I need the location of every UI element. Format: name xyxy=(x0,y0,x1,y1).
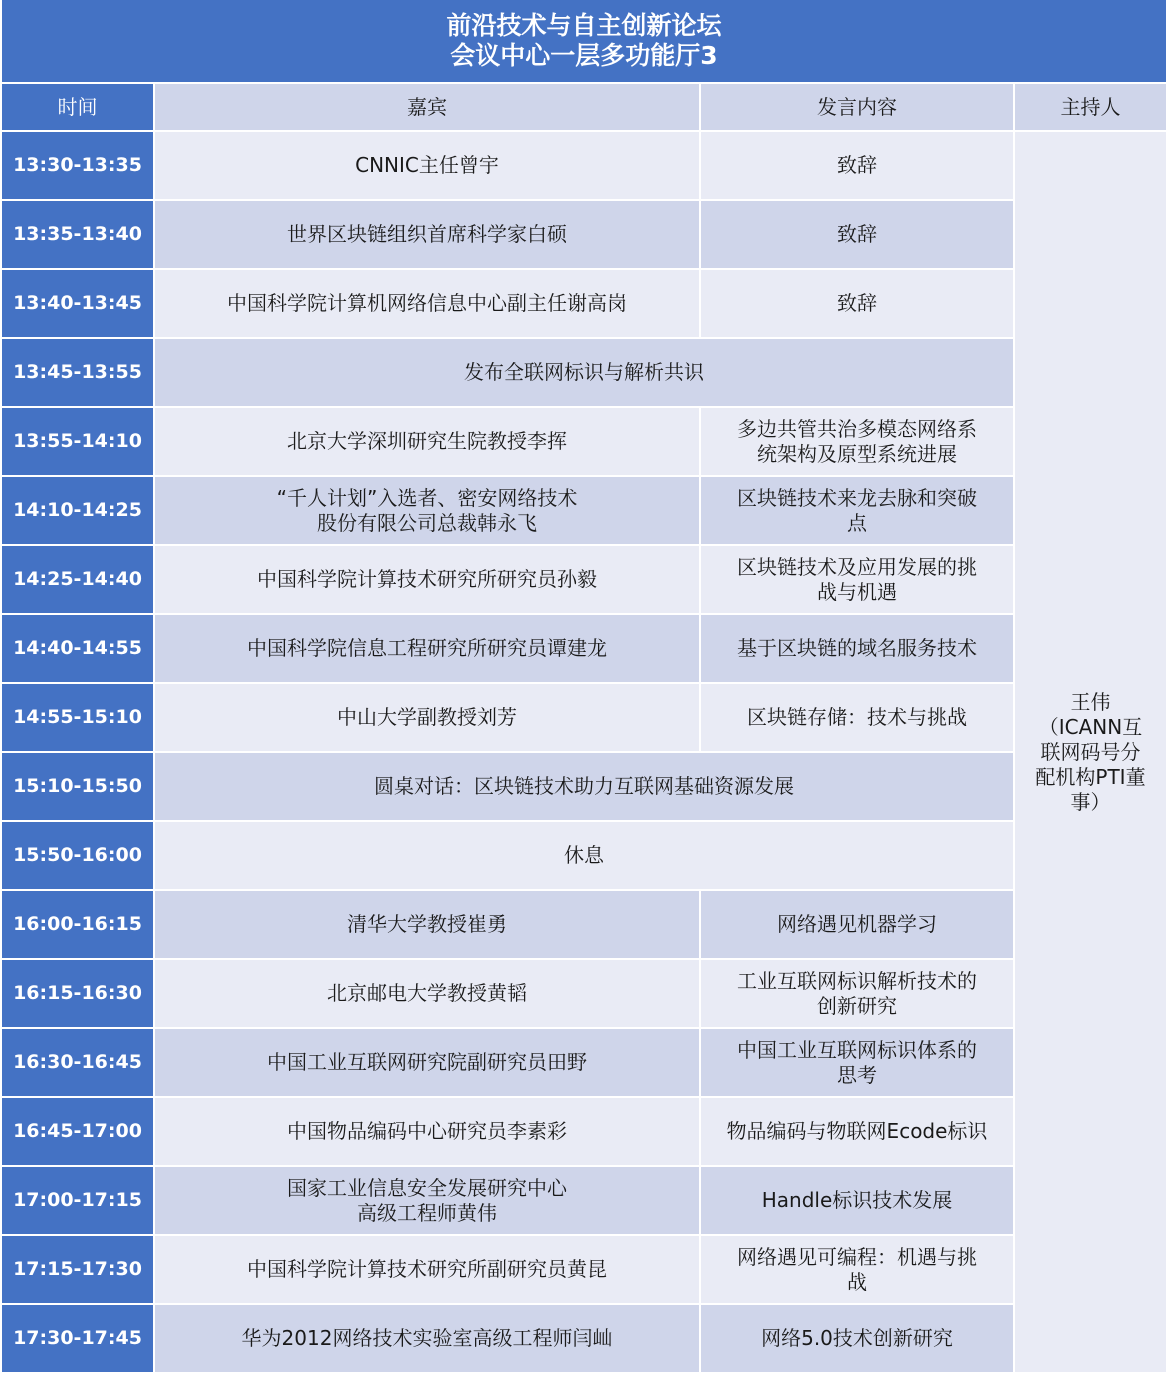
header-topic: 发言内容 xyxy=(701,84,1015,132)
host-name: 王伟 xyxy=(1070,689,1111,714)
time-cell: 14:25-14:40 xyxy=(2,546,155,615)
topic-cell xyxy=(701,891,1015,960)
venue-subtitle: 会议中心一层多功能厅3 xyxy=(450,41,718,70)
topic-cell xyxy=(701,1029,1015,1098)
guest-cell xyxy=(155,201,701,270)
time-cell: 16:30-16:45 xyxy=(2,1029,155,1098)
schedule-row xyxy=(2,960,1168,1029)
guest-line: 中国科学院计算技术研究所研究员孙毅 xyxy=(257,567,597,591)
guest-cell xyxy=(155,270,701,339)
guest-line: 中国物品编码中心研究员李素彩 xyxy=(287,1119,567,1143)
guest-cell xyxy=(155,132,701,201)
topic-cell xyxy=(701,201,1015,270)
guest-cell xyxy=(155,684,701,753)
time-cell: 13:35-13:40 xyxy=(2,201,155,270)
schedule-table xyxy=(2,0,1168,1374)
schedule-row xyxy=(2,546,1168,615)
time-cell: 17:15-17:30 xyxy=(2,1236,155,1305)
session-cell xyxy=(155,822,1015,891)
topic-line: 区块链技术及应用发展的挑 xyxy=(737,554,977,579)
guest-line: 世界区块链组织首席科学家白硕 xyxy=(287,222,567,246)
guest-cell xyxy=(155,1098,701,1167)
guest-cell xyxy=(155,891,701,960)
guest-cell xyxy=(155,1236,701,1305)
time-cell: 17:30-17:45 xyxy=(2,1305,155,1374)
guest-line: “千人计划”入选者、密安网络技术 xyxy=(276,485,578,510)
guest-line: 中国科学院信息工程研究所研究员谭建龙 xyxy=(247,636,607,660)
topic-line: 创新研究 xyxy=(817,993,897,1018)
topic-line: 战与机遇 xyxy=(817,579,897,604)
host-affiliation-line: 事） xyxy=(1070,789,1111,814)
topic-line: 区块链技术来龙去脉和突破 xyxy=(737,485,977,510)
guest-cell xyxy=(155,1167,701,1236)
time-cell: 13:45-13:55 xyxy=(2,339,155,408)
schedule-row xyxy=(2,1305,1168,1374)
time-cell: 13:40-13:45 xyxy=(2,270,155,339)
time-cell: 17:00-17:15 xyxy=(2,1167,155,1236)
guest-cell xyxy=(155,408,701,477)
session-line: 发布全联网标识与解析共识 xyxy=(464,360,704,384)
schedule-row xyxy=(2,822,1168,891)
schedule-row xyxy=(2,1167,1168,1236)
topic-cell xyxy=(701,960,1015,1029)
header-guest: 嘉宾 xyxy=(155,84,701,132)
schedule-row xyxy=(2,753,1168,822)
header-time: 时间 xyxy=(2,84,155,132)
topic-cell xyxy=(701,1236,1015,1305)
time-cell: 16:15-16:30 xyxy=(2,960,155,1029)
topic-line: 工业互联网标识解析技术的 xyxy=(737,968,977,993)
topic-line: 统架构及原型系统进展 xyxy=(757,441,957,466)
topic-line: 致辞 xyxy=(837,153,877,177)
topic-line: 致辞 xyxy=(837,291,877,315)
time-cell: 16:45-17:00 xyxy=(2,1098,155,1167)
session-line: 休息 xyxy=(564,843,604,867)
time-cell: 15:50-16:00 xyxy=(2,822,155,891)
topic-cell xyxy=(701,132,1015,201)
topic-cell xyxy=(701,615,1015,684)
guest-cell xyxy=(155,1029,701,1098)
topic-line: 战 xyxy=(847,1269,867,1294)
topic-cell xyxy=(701,684,1015,753)
schedule-body xyxy=(2,0,1168,1374)
guest-line: 中山大学副教授刘芳 xyxy=(337,705,517,729)
time-cell: 14:40-14:55 xyxy=(2,615,155,684)
host-cell xyxy=(1015,132,1168,1374)
topic-line: 基于区块链的域名服务技术 xyxy=(737,636,977,660)
schedule-row xyxy=(2,1029,1168,1098)
guest-line: 华为2012网络技术实验室高级工程师闫屾 xyxy=(241,1326,613,1350)
schedule-row xyxy=(2,201,1168,270)
time-cell: 15:10-15:50 xyxy=(2,753,155,822)
guest-line: 北京邮电大学教授黄韬 xyxy=(327,981,527,1005)
time-cell: 14:55-15:10 xyxy=(2,684,155,753)
guest-line: 中国工业互联网研究院副研究员田野 xyxy=(267,1050,587,1074)
topic-line: Handle标识技术发展 xyxy=(761,1188,953,1212)
guest-line: 高级工程师黄伟 xyxy=(357,1200,497,1225)
time-cell: 13:30-13:35 xyxy=(2,132,155,201)
host-affiliation-line: 联网码号分 xyxy=(1040,739,1141,764)
time-cell: 16:00-16:15 xyxy=(2,891,155,960)
schedule-row xyxy=(2,1236,1168,1305)
topic-line: 中国工业互联网标识体系的 xyxy=(737,1037,977,1062)
topic-line: 区块链存储：技术与挑战 xyxy=(747,705,967,729)
schedule-row xyxy=(2,477,1168,546)
guest-line: 中国科学院计算技术研究所副研究员黄昆 xyxy=(247,1257,607,1281)
guest-line: 股份有限公司总裁韩永飞 xyxy=(317,510,537,535)
session-line: 圆桌对话：区块链技术助力互联网基础资源发展 xyxy=(374,774,794,798)
topic-line: 点 xyxy=(847,510,867,535)
topic-line: 网络遇见机器学习 xyxy=(777,912,937,936)
topic-line: 思考 xyxy=(837,1062,877,1087)
host-affiliation-line: （ICANN互 xyxy=(1038,714,1143,739)
topic-cell xyxy=(701,1167,1015,1236)
schedule-row xyxy=(2,270,1168,339)
schedule-row xyxy=(2,408,1168,477)
guest-line: 清华大学教授崔勇 xyxy=(347,912,507,936)
schedule-row xyxy=(2,891,1168,960)
topic-cell xyxy=(701,477,1015,546)
schedule-row xyxy=(2,615,1168,684)
topic-cell xyxy=(701,1098,1015,1167)
topic-line: 网络遇见可编程：机遇与挑 xyxy=(737,1244,977,1269)
schedule-row xyxy=(2,132,1168,201)
time-cell: 13:55-14:10 xyxy=(2,408,155,477)
host-affiliation-line: 配机构PTI董 xyxy=(1035,764,1146,789)
schedule-row xyxy=(2,684,1168,753)
topic-line: 多边共管共治多模态网络系 xyxy=(737,416,977,441)
session-cell xyxy=(155,753,1015,822)
topic-cell xyxy=(701,408,1015,477)
topic-line: 物品编码与物联网Ecode标识 xyxy=(726,1119,988,1143)
topic-cell xyxy=(701,1305,1015,1374)
guest-cell xyxy=(155,1305,701,1374)
topic-line: 网络5.0技术创新研究 xyxy=(761,1326,953,1350)
header-host: 主持人 xyxy=(1015,84,1168,132)
guest-cell xyxy=(155,477,701,546)
schedule-row xyxy=(2,1098,1168,1167)
topic-cell xyxy=(701,270,1015,339)
guest-line: 国家工业信息安全发展研究中心 xyxy=(287,1175,567,1200)
topic-line: 致辞 xyxy=(837,222,877,246)
guest-line: 北京大学深圳研究生院教授李挥 xyxy=(287,429,567,453)
title-banner xyxy=(2,0,1168,84)
time-cell: 14:10-14:25 xyxy=(2,477,155,546)
session-cell xyxy=(155,339,1015,408)
guest-line: CNNIC主任曾宇 xyxy=(355,153,499,177)
guest-line: 中国科学院计算机网络信息中心副主任谢高岗 xyxy=(227,291,627,315)
guest-cell xyxy=(155,546,701,615)
schedule-row xyxy=(2,339,1168,408)
topic-cell xyxy=(701,546,1015,615)
guest-cell xyxy=(155,960,701,1029)
forum-title: 前沿技术与自主创新论坛 xyxy=(446,11,722,40)
guest-cell xyxy=(155,615,701,684)
